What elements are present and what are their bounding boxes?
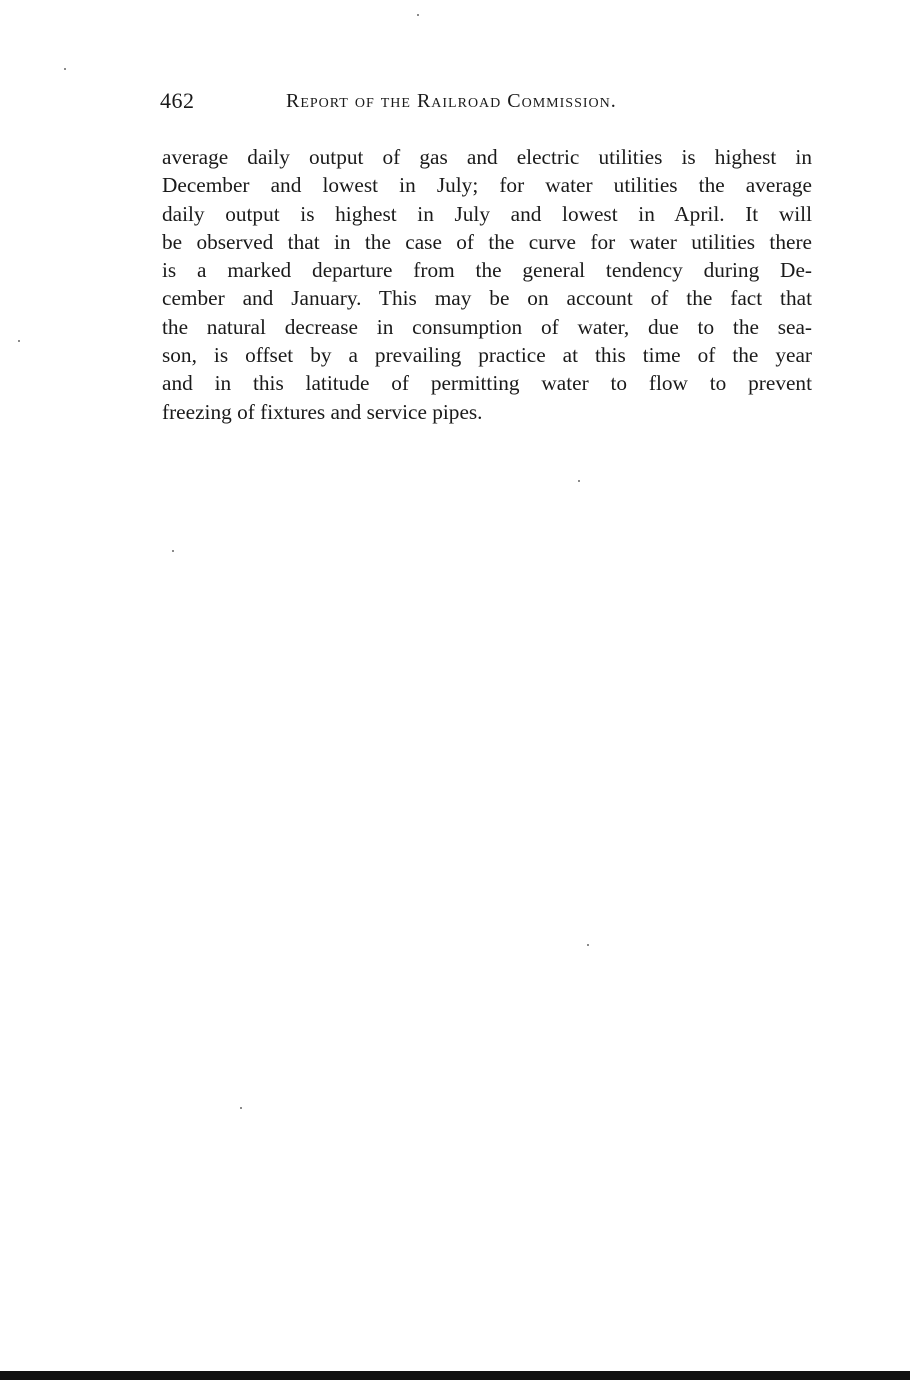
text-line: daily output is highest in July and lowest in April. It will [162,201,812,226]
scan-speck [64,68,66,70]
scan-speck [18,340,20,342]
text-line: be observed that in the case of the curve for water utilities there [162,229,812,254]
scan-speck [587,944,589,946]
page-number: 462 [160,88,195,113]
scan-speck [417,14,419,16]
text-line: son, is offset by a prevailing practice at this time of the year [162,343,812,368]
body-paragraph [162,143,812,426]
text-line: cember and January. This may be on account of the fact that [162,286,812,311]
text-line: freezing of fixtures and service pipes. [162,399,483,424]
scan-bottom-edge [0,1371,910,1380]
text-line: average daily output of gas and electric utilities is highest in [162,145,812,169]
text-line: is a marked departure from the general tendency during De- [162,258,812,283]
text-line: the natural decrease in consumption of water, due to the sea- [162,314,812,339]
text-line: and in this latitude of permitting water to flow to prevent [162,371,812,396]
text-line: December and lowest in July; for water utilities the average [162,173,812,198]
scan-speck [578,480,580,482]
running-head: Report of the Railroad Commission. [286,90,617,112]
scan-speck [240,1107,242,1109]
scan-speck [172,550,174,552]
